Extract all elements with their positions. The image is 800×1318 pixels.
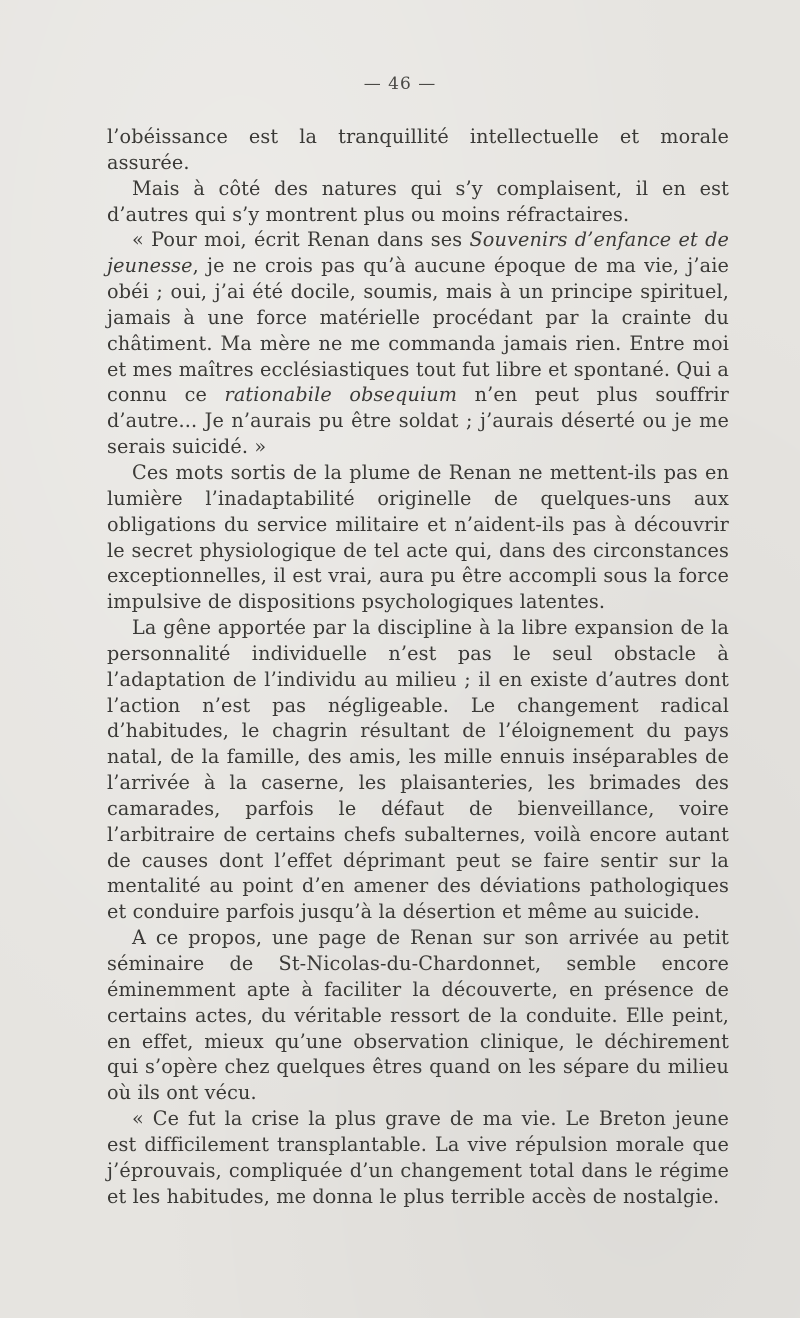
- paragraph: [107, 227, 729, 460]
- paragraph-text: , je ne crois pas qu’à aucune époque de ma vie, j’aie obéi ; oui, j’ai été docile, soumis, mais à un principe spirituel, jamais à une force matérielle procédant par la crainte du châtiment. Ma mère ne me commanda jamais rien. Entre moi et mes maîtres ecclésiastiques tout fut libre et spontané. Qui a connu ce: [107, 254, 729, 407]
- paragraph-text: Mais à côté des natures qui s’y complaisent, il en est d’autres qui s’y montrent plus ou moins réfractaires.: [107, 176, 729, 226]
- paragraph-text: A ce propos, une page de Renan sur son arrivée au petit séminaire de St-Nicolas-du-Chardonnet, semble encore éminemment apte à faciliter la découverte, en présence de certains actes, du véritable ressort de la conduite. Elle peint, en effet, mieux qu’une observation clinique, le déchirement qui s’opère chez quelques êtres quand on les sépare du milieu où ils ont vécu.: [107, 926, 729, 1105]
- paragraph-text: La gêne apportée par la discipline à la libre expansion de la personnalité individuelle n’est pas le seul obstacle à l’adaptation de l’individu au milieu ; il en existe d’autres dont l’action n’est pas négligeable. Le changement radical d’habitudes, le chagrin résultant de l’éloignement du pays natal, de la famille, des amis, les mille ennuis inséparables de l’arrivée à la caserne, les plaisanteries, les brimades des camarades, parfois le défaut de bienveillance, voire l’arbitraire de certains chefs subalternes, voilà encore autant de causes dont l’effet déprimant peut se faire sentir sur la mentalité au point d’en amener des déviations pathologiques et conduire parfois jusqu’à la désertion et même au suicide.: [107, 616, 729, 924]
- paragraph-text: l’obéissance est la tranquillité intellectuelle et morale assurée.: [107, 125, 729, 174]
- page-number: — 46 —: [363, 74, 437, 94]
- paragraph-text: « Pour moi, écrit Renan dans ses: [132, 228, 470, 252]
- paragraph: [107, 124, 729, 176]
- paragraph: [107, 1106, 729, 1209]
- paragraph: [107, 176, 729, 228]
- paragraph: [107, 460, 729, 615]
- italic-title-text: rationabile obsequium: [224, 383, 458, 407]
- paragraph: [107, 615, 729, 925]
- paragraph-text: n’en peut plus souffrir d’autre... Je n’aurais pu être soldat ; j’aurais déserté ou je me serais suicidé. »: [107, 383, 729, 459]
- paragraph-text: Ces mots sortis de la plume de Renan ne mettent-ils pas en lumière l’inadaptabilité originelle de quelques-uns aux obligations du service militaire et n’aident-ils pas à découvrir le secret physiologique de tel acte qui, dans des circonstances exceptionnelles, il est vrai, aura pu être accompli sous la force impulsive de dispositions psychologiques latentes.: [107, 460, 729, 614]
- italic-title-text: Souvenirs d’enfance et de jeunesse: [107, 228, 730, 278]
- body-text: [107, 124, 729, 1209]
- paragraph-text: « Ce fut la crise la plus grave de ma vie. Le Breton jeune est difficilement transplantable. La vive répulsion morale que j’éprouvais, compliquée d’un changement total dans le régime et les habitudes, me donna le plus terrible accès de nostalgie.: [107, 1107, 729, 1208]
- paragraph: [107, 925, 729, 1106]
